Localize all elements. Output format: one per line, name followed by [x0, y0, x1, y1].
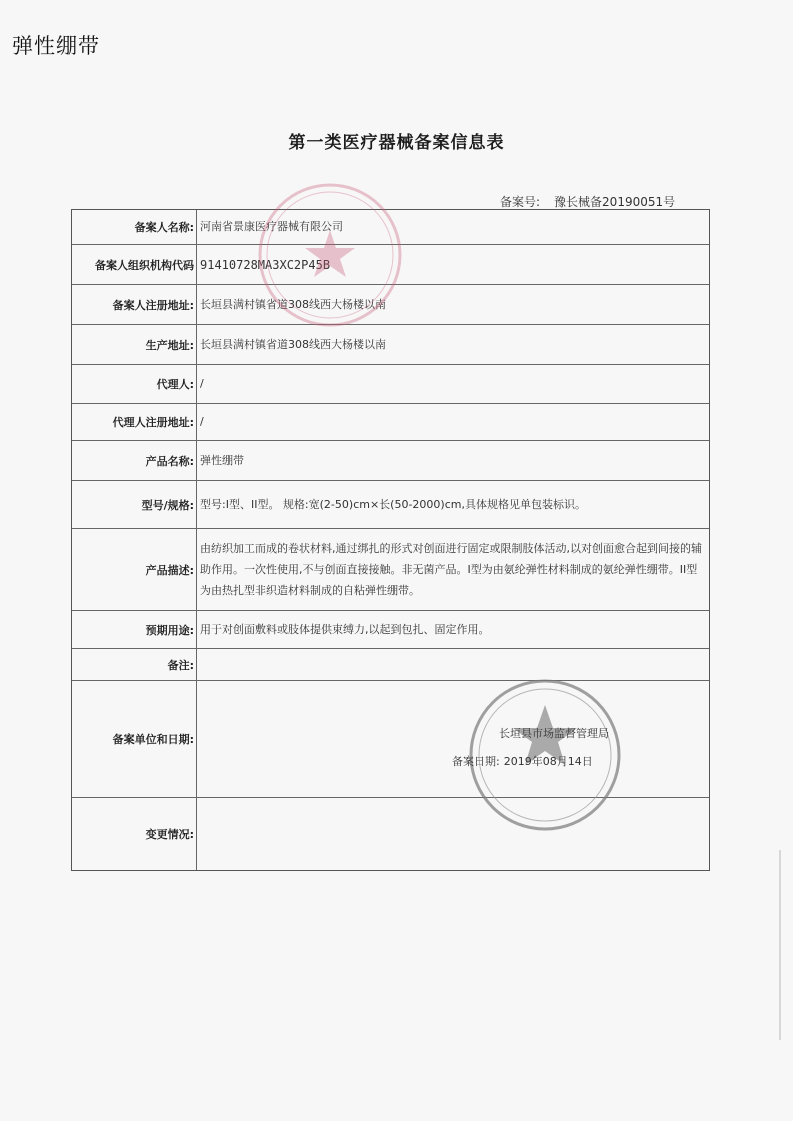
filing-date-label: 备案日期:	[452, 755, 500, 768]
filing-unit: 长垣县市场监督管理局	[499, 727, 609, 740]
row-value: 河南省景康医疗器械有限公司	[200, 220, 343, 233]
filing-date-value: 2019年08月14日	[503, 755, 593, 768]
record-number-value: 豫长械备20190051号	[554, 195, 676, 209]
row-value	[200, 798, 703, 870]
row-label: 备注:	[72, 649, 197, 680]
row-value: 弹性绷带	[200, 453, 244, 467]
table-row	[72, 365, 709, 404]
row-value: /	[200, 377, 204, 390]
row-label: 预期用途:	[72, 611, 197, 648]
record-number	[500, 193, 675, 210]
row-label: 产品描述:	[72, 529, 197, 610]
header-label: 弹性绷带	[12, 34, 100, 58]
row-value: 用于对创面敷料或肢体提供束缚力,以起到包扎、固定作用。	[200, 622, 490, 636]
row-label: 备案人组织机构代码	[72, 245, 197, 284]
document-title: 第一类医疗器械备案信息表	[288, 133, 505, 153]
row-value	[200, 681, 703, 797]
row-value: 型号:I型、II型。 规格:宽(2-50)cm×长(50-2000)cm,具体规格见单包装标识。	[200, 497, 586, 511]
row-label: 备案单位和日期:	[72, 681, 197, 797]
table-row	[72, 325, 709, 365]
row-label: 型号/规格:	[72, 481, 197, 528]
table-row	[72, 529, 709, 611]
row-value: 长垣县满村镇省道308线西大杨楼以南	[200, 297, 386, 311]
row-label: 备案人名称:	[72, 210, 197, 244]
row-label: 备案人注册地址:	[72, 285, 197, 324]
table-row	[72, 649, 709, 681]
record-number-label: 备案号:	[500, 195, 541, 209]
table-row	[72, 481, 709, 529]
row-value: 91410728MA3XC2P45B	[200, 257, 331, 272]
table-row	[72, 441, 709, 481]
row-label: 生产地址:	[72, 325, 197, 364]
scan-edge-line	[779, 850, 781, 1040]
row-value	[200, 649, 703, 680]
row-label: 产品名称:	[72, 441, 197, 480]
row-label: 代理人注册地址:	[72, 404, 197, 440]
row-value: 由纺织加工而成的卷状材料,通过绑扎的形式对创面进行固定或限制肢体活动,以对创面愈合起到间接的辅助作用。一次性使用,不与创面直接接触。非无菌产品。I型为由氨纶弹性材料制成的氨纶弹性绷带。II型为由热扎型非织造材料制成的自粘弹性绷带。	[200, 542, 702, 597]
filing-date	[452, 753, 593, 769]
company-seal-stamp	[255, 180, 405, 330]
row-label: 变更情况:	[72, 798, 197, 870]
table-row	[72, 611, 709, 649]
row-value: 长垣县满村镇省道308线西大杨楼以南	[200, 337, 386, 351]
table-row	[72, 404, 709, 441]
table-row	[72, 798, 709, 870]
row-value: /	[200, 415, 204, 428]
row-label: 代理人:	[72, 365, 197, 403]
